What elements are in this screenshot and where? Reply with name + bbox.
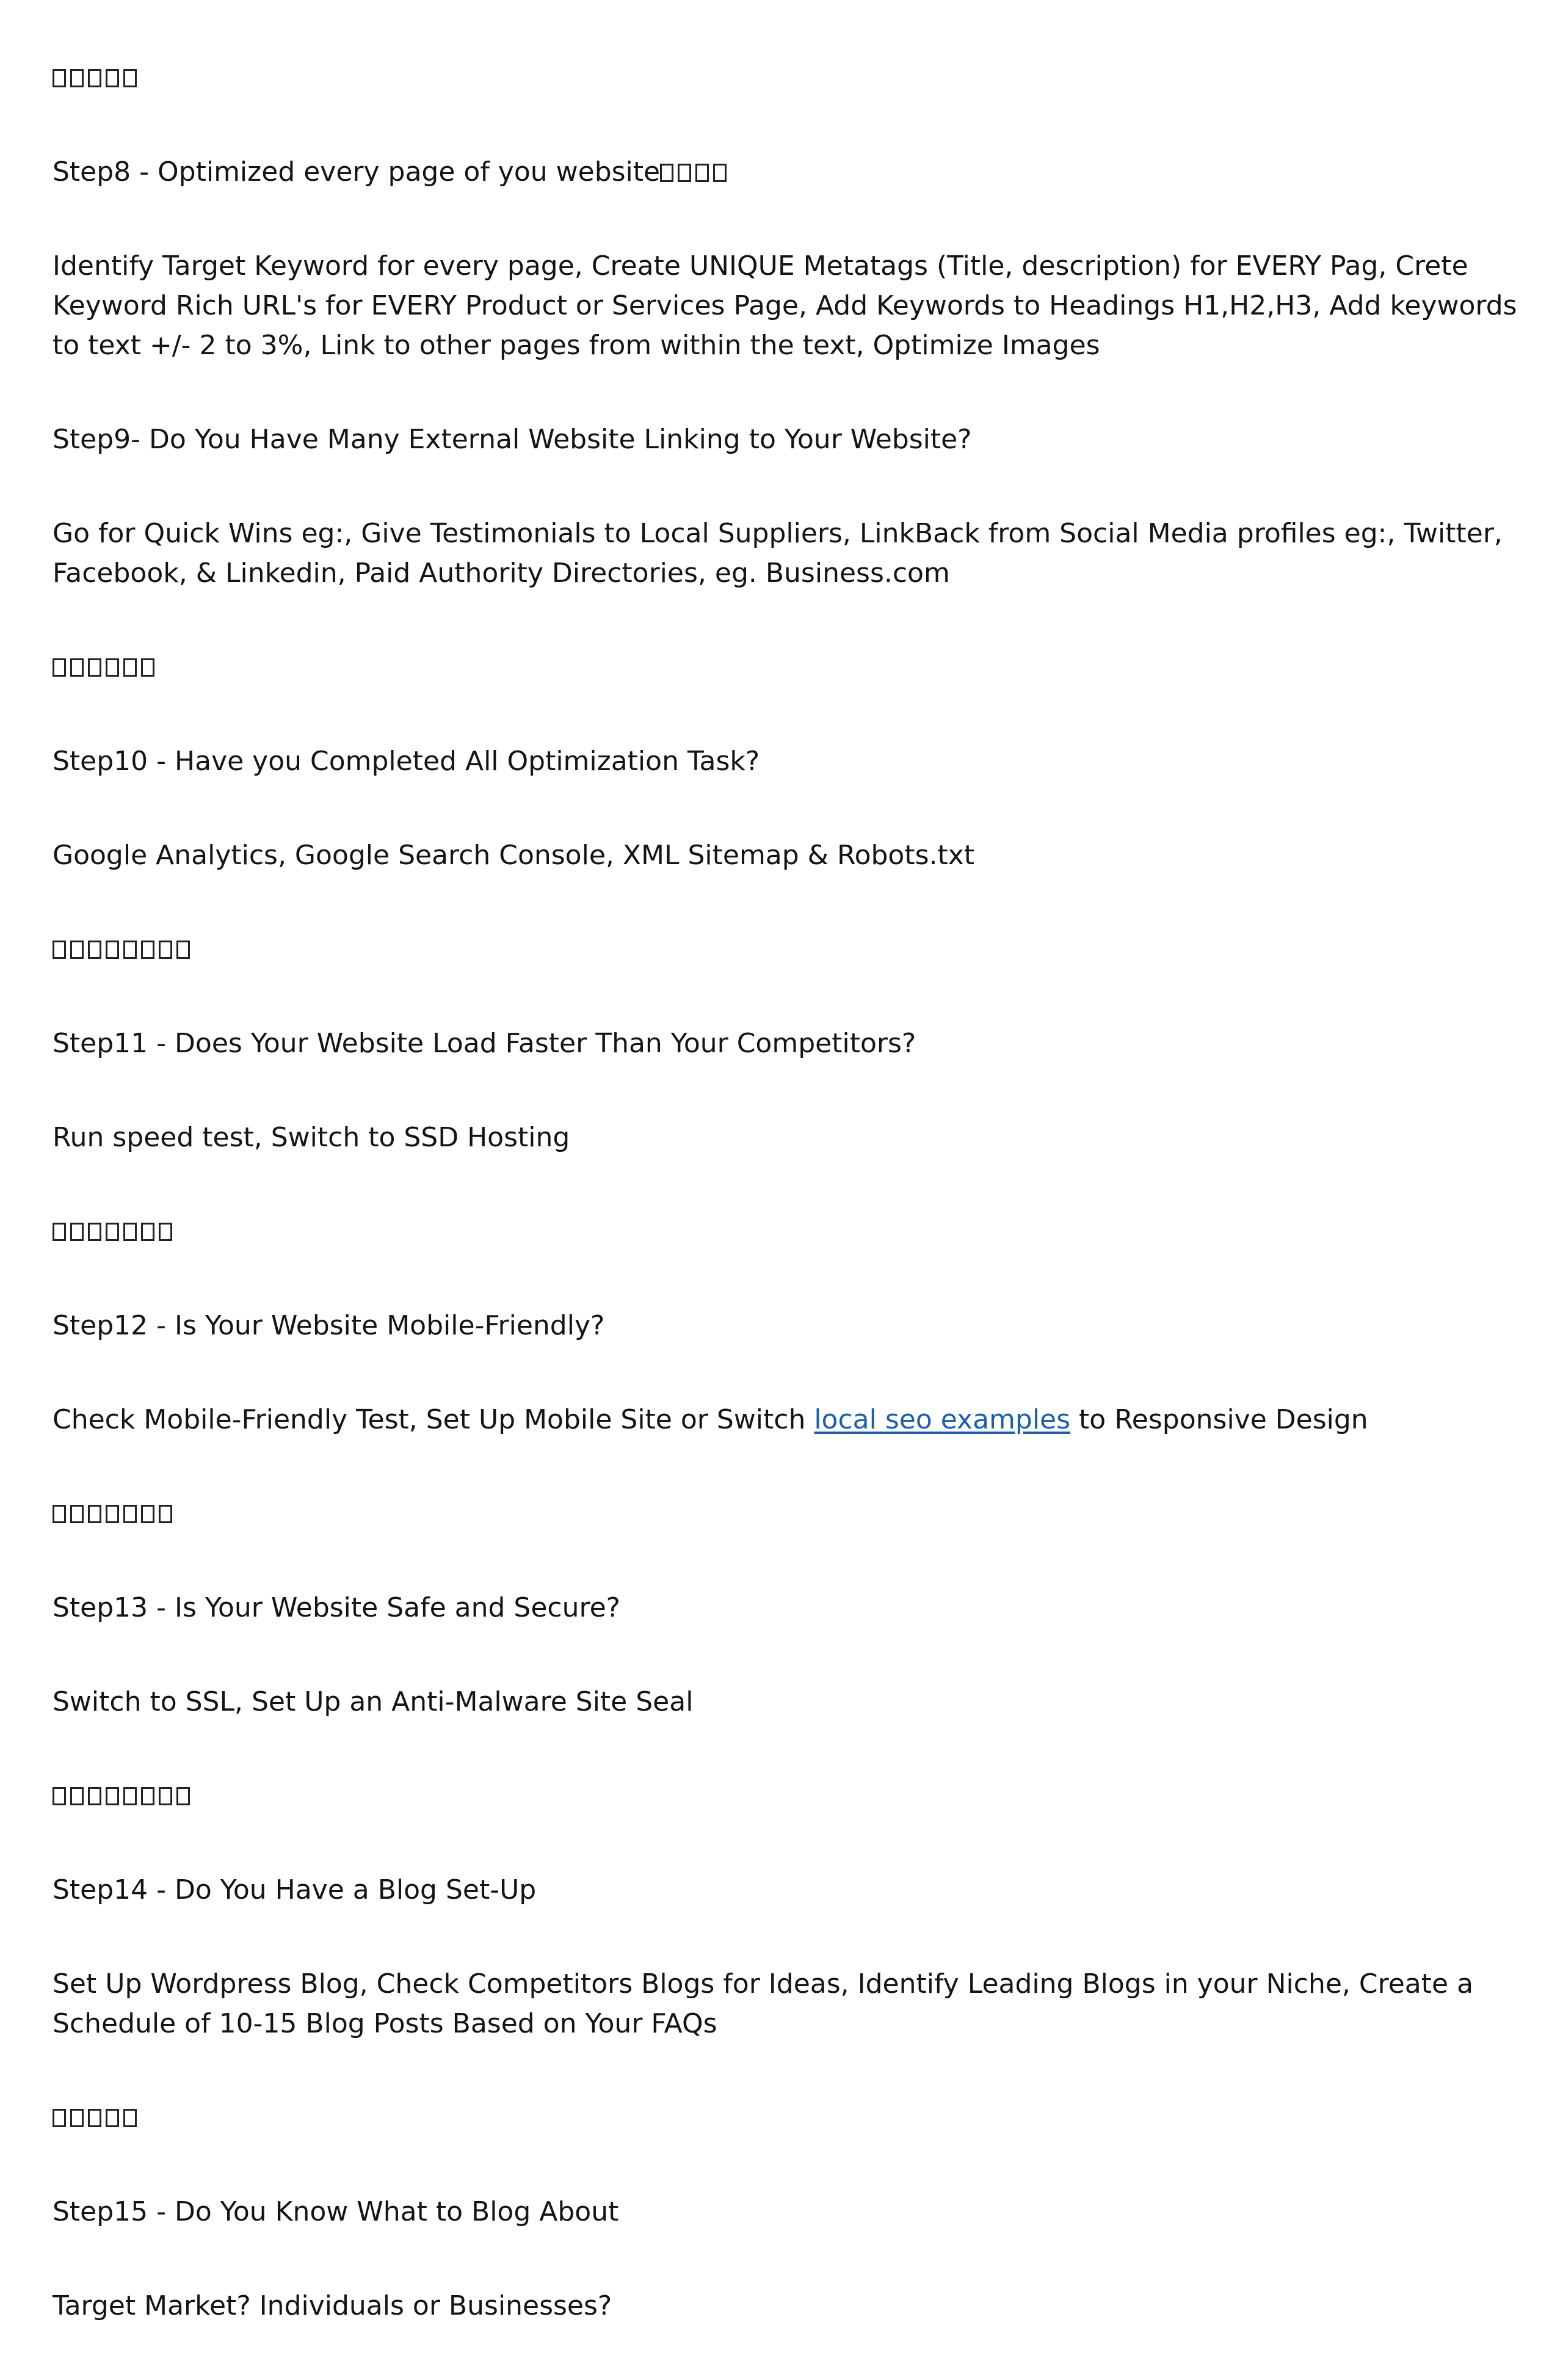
missing-glyph-box	[70, 2109, 84, 2127]
missing-glyph-box	[713, 164, 727, 182]
step8-heading: Step8 - Optimized every page of you website	[53, 152, 1530, 192]
missing-glyph-box	[123, 1787, 137, 1805]
missing-glyph-boxes	[53, 58, 1530, 98]
missing-glyph-box	[141, 941, 154, 959]
missing-glyph-box	[141, 1505, 154, 1523]
step11-heading: Step11 - Does Your Website Load Faster Than Your Competitors?	[53, 1028, 916, 1059]
step12-heading: Step12 - Is Your Website Mobile-Friendly?	[53, 1310, 605, 1341]
step9-details: Go for Quick Wins eg:, Give Testimonials to Local Suppliers, LinkBack from Social Media profiles eg:, Twitter, Facebook, & Linkedin, Paid Authority Directories, eg. Business.com	[53, 518, 1503, 589]
missing-glyph-box	[176, 1787, 190, 1805]
missing-glyph-box	[106, 1505, 119, 1523]
missing-glyph-box	[159, 1223, 172, 1241]
missing-glyph-box	[123, 1223, 137, 1241]
missing-glyph-box	[88, 1787, 101, 1805]
step13-heading: Step13 - Is Your Website Safe and Secure?	[53, 1592, 621, 1623]
missing-glyph-boxes	[53, 1776, 1530, 1816]
missing-glyph-box	[88, 1505, 101, 1523]
missing-glyph-box	[106, 1787, 119, 1805]
missing-glyph-boxes	[53, 2098, 1530, 2138]
missing-glyph-box	[660, 164, 673, 182]
missing-glyph-box	[678, 164, 691, 182]
missing-glyph-box	[106, 2109, 119, 2127]
missing-glyph-box	[53, 69, 66, 87]
missing-glyph-box	[141, 1223, 154, 1241]
step15-details: Target Market? Individuals or Businesses?	[53, 2290, 612, 2321]
missing-glyph-box	[106, 1223, 119, 1241]
missing-glyph-box	[141, 1787, 154, 1805]
step14-heading: Step14 - Do You Have a Blog Set-Up	[53, 1874, 537, 1905]
missing-glyph-box	[88, 941, 101, 959]
step10-heading: Step10 - Have you Completed All Optimization Task?	[53, 746, 760, 777]
missing-glyph-box	[70, 1505, 84, 1523]
missing-glyph-box	[141, 658, 154, 677]
missing-glyph-box	[53, 941, 66, 959]
missing-glyph-box	[123, 1505, 137, 1523]
missing-glyph-box	[88, 2109, 101, 2127]
step13-details: Switch to SSL, Set Up an Anti-Malware Site Seal	[53, 1686, 694, 1717]
missing-glyph-box	[123, 658, 137, 677]
missing-glyph-box	[53, 658, 66, 677]
missing-glyph-box	[53, 2109, 66, 2127]
step14-details: Set Up Wordpress Blog, Check Competitors Blogs for Ideas, Identify Leading Blogs in your Niche, Create a Schedule of 10-15 Blog Posts Based on Your FAQs	[53, 1968, 1474, 2039]
step8-details: Identify Target Keyword for every page, Create UNIQUE Metatags (Title, description) for EVERY Pag, Crete Keyword Rich URL's for EVERY Product or Services Page, Add Keywords to Headings H1,H2,H3, Add keywords to text +/- 2 to 3%, Link to other pages from within the text, Optimize Images	[53, 250, 1517, 361]
step10-details: Google Analytics, Google Search Console, XML Sitemap & Robots.txt	[53, 840, 975, 871]
missing-glyph-box	[159, 1787, 172, 1805]
missing-glyph-box	[53, 1223, 66, 1241]
missing-glyph-box	[695, 164, 709, 182]
local-seo-examples-link[interactable]: local seo examples	[814, 1404, 1071, 1435]
missing-glyph-boxes-inline	[660, 156, 731, 187]
missing-glyph-boxes	[53, 930, 1530, 969]
step11-details: Run speed test, Switch to SSD Hosting	[53, 1122, 570, 1153]
missing-glyph-box	[88, 69, 101, 87]
missing-glyph-box	[88, 658, 101, 677]
step15-heading: Step15 - Do You Know What to Blog About	[53, 2196, 619, 2227]
missing-glyph-box	[159, 941, 172, 959]
missing-glyph-box	[70, 1223, 84, 1241]
missing-glyph-box	[70, 69, 84, 87]
missing-glyph-box	[176, 941, 190, 959]
missing-glyph-box	[70, 1787, 84, 1805]
missing-glyph-box	[70, 941, 84, 959]
missing-glyph-boxes	[53, 647, 1530, 687]
missing-glyph-box	[88, 1223, 101, 1241]
step9-heading: Step9- Do You Have Many External Website Linking to Your Website?	[53, 424, 972, 455]
missing-glyph-boxes	[53, 1212, 1530, 1251]
step12-details: Check Mobile-Friendly Test, Set Up Mobile Site or Switch local seo examples to Responsive Design	[53, 1404, 1368, 1435]
missing-glyph-box	[159, 1505, 172, 1523]
missing-glyph-box	[123, 69, 137, 87]
missing-glyph-box	[106, 941, 119, 959]
missing-glyph-box	[70, 658, 84, 677]
missing-glyph-box	[123, 941, 137, 959]
document-body	[53, 58, 1530, 2380]
missing-glyph-box	[106, 69, 119, 87]
missing-glyph-boxes	[53, 1494, 1530, 1534]
missing-glyph-box	[53, 1787, 66, 1805]
missing-glyph-box	[53, 1505, 66, 1523]
missing-glyph-box	[106, 658, 119, 677]
missing-glyph-box	[123, 2109, 137, 2127]
